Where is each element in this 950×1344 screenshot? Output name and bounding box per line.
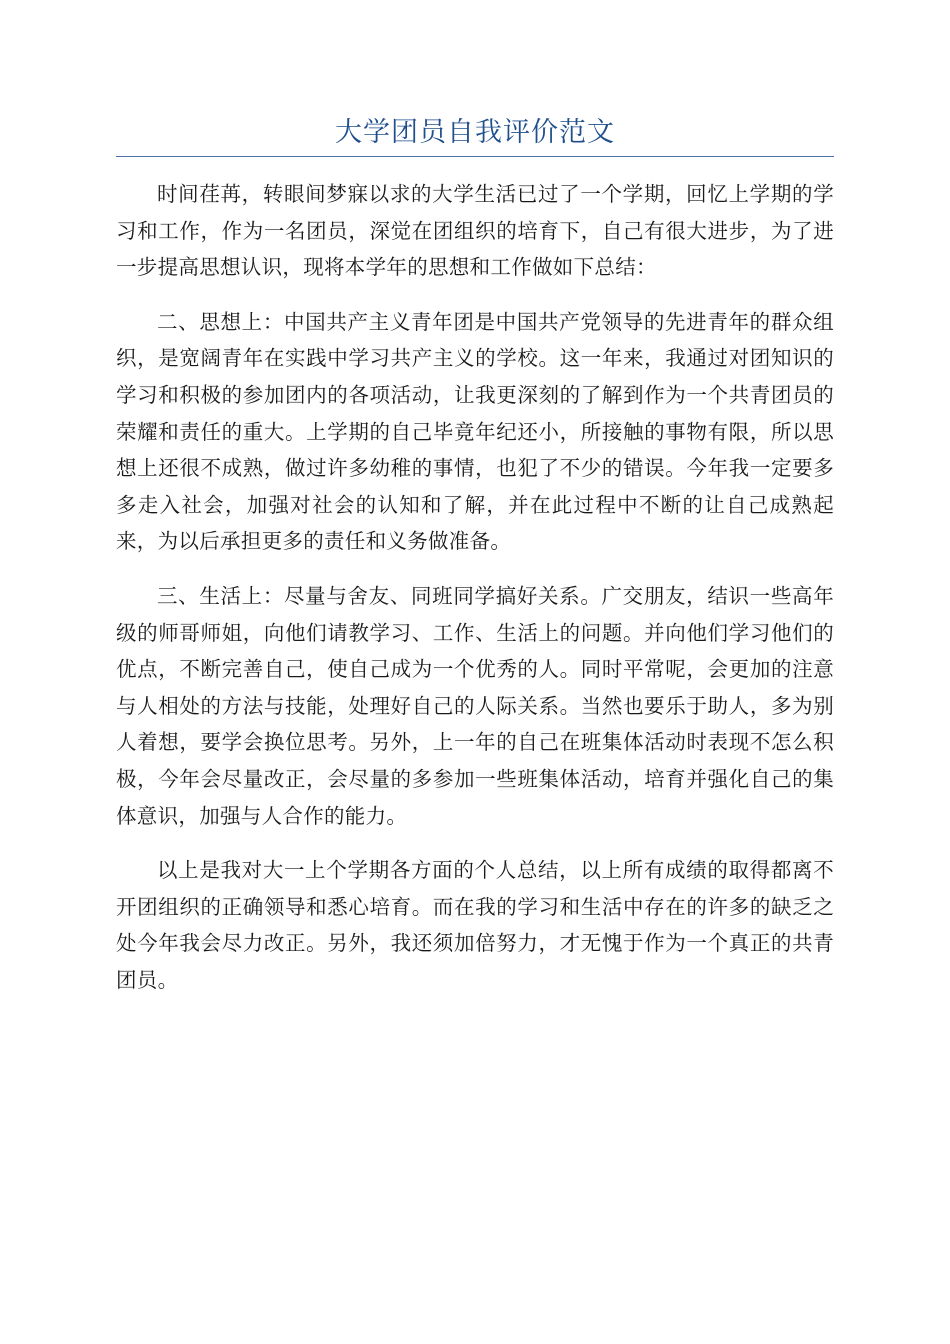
paragraph-intro: 时间荏苒，转眼间梦寐以求的大学生活已过了一个学期，回忆上学期的学习和工作，作为一名团员，深觉在团组织的培育下，自己有很大进步，为了进一步提高思想认识，现将本学年的思想和工作做如下总结： — [116, 182, 834, 280]
title-block — [116, 110, 834, 157]
paragraph-conclusion: 以上是我对大一上个学期各方面的个人总结，以上所有成绩的取得都离不开团组织的正确领导和悉心培育。而在我的学习和生活中存在的许多的缺乏之处今年我会尽力改正。另外，我还须加倍努力，才无愧于作为一个真正的共青团员。 — [116, 858, 834, 992]
document-title: 大学团员自我评价范文 — [335, 117, 615, 148]
paragraph-life: 三、生活上：尽量与舍友、同班同学搞好关系。广交朋友，结识一些高年级的师哥师姐，向他们请教学习、工作、生活上的问题。并向他们学习他们的优点，不断完善自己，使自己成为一个优秀的人。同时平常呢，会更加的注意与人相处的方法与技能，处理好自己的人际关系。当然也要乐于助人，多为别人着想，要学会换位思考。另外，上一年的自己在班集体活动时表现不怎么积极，今年会尽量改正，会尽量的多参加一些班集体活动，培育并强化自己的集体意识，加强与人合作的能力。 — [116, 583, 834, 828]
document-body — [116, 176, 834, 1016]
paragraph-thought: 二、思想上：中国共产主义青年团是中国共产党领导的先进青年的群众组织，是宽阔青年在实践中学习共产主义的学校。这一年来，我通过对团知识的学习和积极的参加团内的各项活动，让我更深刻的了解到作为一个共青团员的荣耀和责任的重大。上学期的自己毕竟年纪还小，所接触的事物有限，所以思想上还很不成熟，做过许多幼稚的事情，也犯了不少的错误。今年我一定要多多走入社会，加强对社会的认知和了解，并在此过程中不断的让自己成熟起来，为以后承担更多的责任和义务做准备。 — [116, 309, 834, 554]
